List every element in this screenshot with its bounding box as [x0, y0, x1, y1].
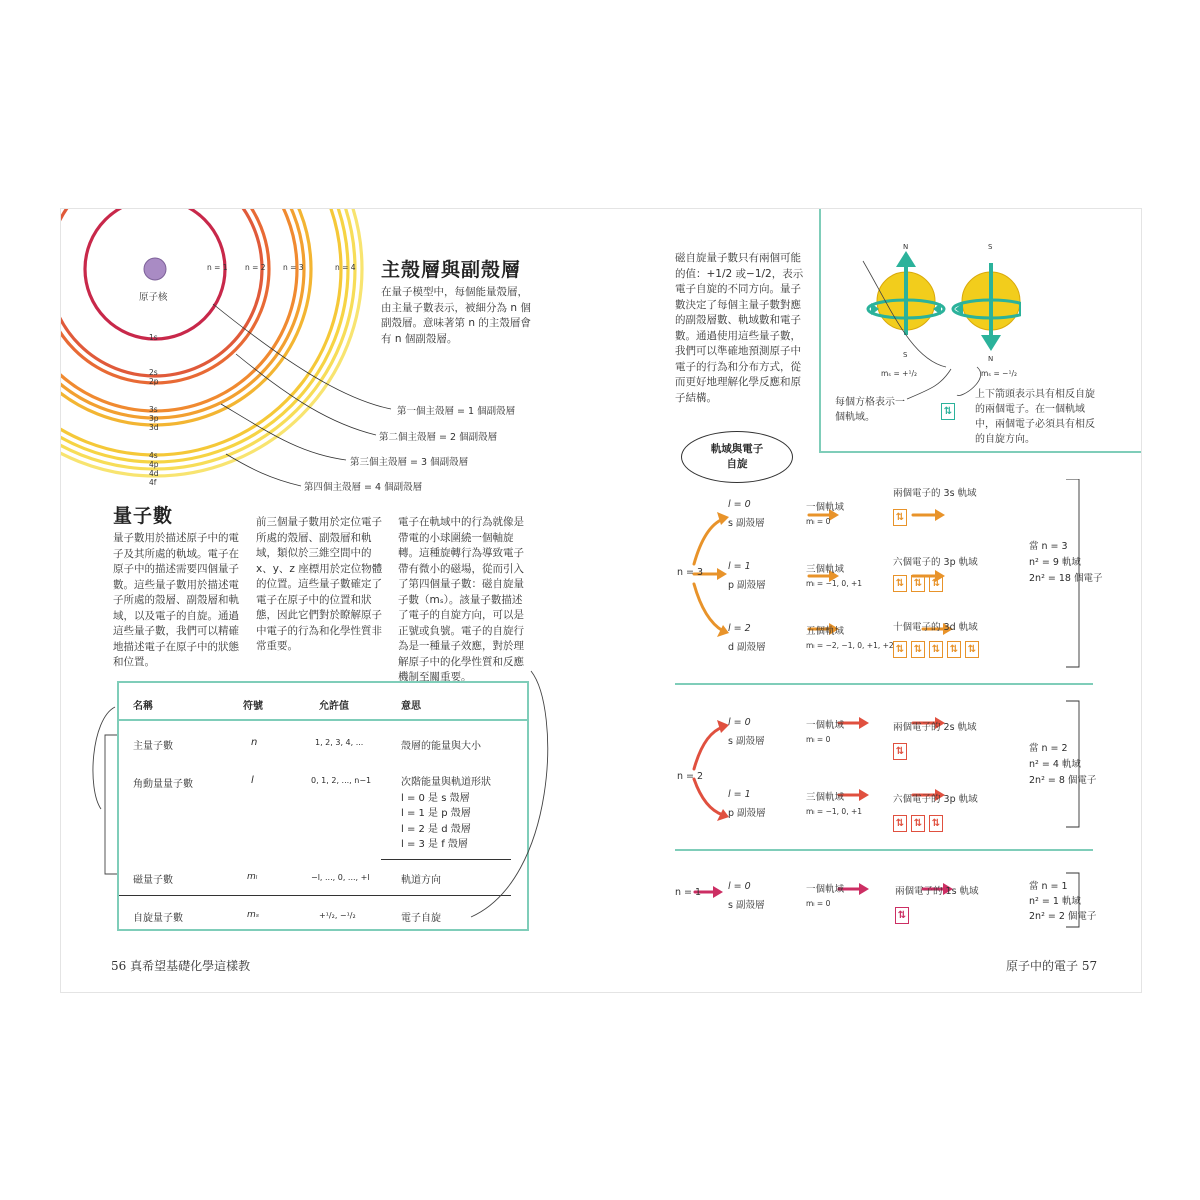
n2-s-l: l = 0 [728, 717, 751, 728]
table-row-4-values: +¹/₂, −¹/₂ [319, 911, 356, 920]
orbital-box: ⇅ [893, 575, 907, 592]
n1-s-sub: s 副殼層 [728, 900, 765, 911]
right-folio: 原子中的電子 57 [1006, 959, 1098, 973]
n3-d-boxes [893, 637, 983, 658]
pole-label: S [988, 243, 993, 251]
table-header-meaning: 意思 [401, 701, 421, 712]
table-header-symbol: 符號 [243, 701, 263, 712]
section-divider [675, 683, 1093, 685]
shell-n4-label: n = 4 [335, 263, 356, 272]
orbital-spin-bubble [681, 431, 793, 483]
shell-4p-ring [61, 209, 348, 462]
n2-branch-arrow [694, 727, 723, 769]
orbital-box: ⇅ [893, 815, 907, 832]
shell-rings [61, 209, 362, 476]
shell-n2-label: n = 2 [245, 263, 266, 272]
orbital-box: ⇅ [941, 403, 955, 420]
table-row-4-symbol: mₛ [247, 910, 260, 920]
n2-p-orb: 三個軌域 [806, 792, 845, 803]
n3-d-ml: mₗ = −2, −1, 0, +1, +2 [806, 641, 894, 650]
pole-label: S [903, 351, 908, 359]
orbital-box: ⇅ [929, 815, 943, 832]
meaning-line: l = 3 是 f 殼層 [401, 839, 468, 850]
n1-s-boxes [895, 903, 913, 924]
n3-s-desc: 兩個電子的 3s 軌域 [893, 488, 977, 499]
n3-p-ml: mₗ = −1, 0, +1 [806, 579, 863, 588]
sub-2s-label: 2s [149, 368, 158, 377]
left-folio: 56 真希望基礎化學這樣教 [111, 959, 251, 973]
summary-line: 當 n = 1 [1029, 881, 1068, 892]
n3-s-boxes [893, 505, 911, 526]
table-row-3-meaning: 軌道方向 [401, 875, 441, 886]
callout-shell-3: 第三個主殼層 = 3 個副殼層 [350, 457, 469, 468]
curve-line [471, 671, 548, 917]
bracket-line [105, 735, 117, 874]
sub-3s-label: 3s [149, 405, 158, 414]
table-row-2-symbol: l [251, 775, 254, 786]
n2-p-ml: mₗ = −1, 0, +1 [806, 807, 863, 816]
orbital-box: ⇅ [929, 641, 943, 658]
table-row-1-meaning: 殼層的能量與大小 [401, 741, 481, 752]
nucleus [144, 258, 166, 280]
shell-heading: 主殼層與副殼層 [381, 259, 522, 281]
table-header-values: 允許值 [319, 701, 349, 712]
table-header-name: 名稱 [133, 701, 153, 712]
ms-plus-label: mₛ = +¹/₂ [881, 369, 917, 378]
sub-4d-label: 4d [149, 469, 159, 478]
n2-s-sub: s 副殼層 [728, 736, 765, 747]
section-divider [675, 849, 1093, 851]
orbital-box: ⇅ [929, 575, 943, 592]
sub-4s-label: 4s [149, 451, 158, 460]
n3-s-sub: s 副殼層 [728, 518, 765, 529]
body-column-2: 前三個量子數用於定位電子所處的殼層、副殼層和軌域，類似於三維空間中的 x、y、z 座標用於定位物體的位置。這些量子數確定了電子在原子中的位置和狀態，因此它們對於瞭解原子中電子的行為和化學性質非常重要。 [256, 516, 383, 652]
shell-3d-ring [61, 209, 311, 425]
summary-line: 當 n = 2 [1029, 743, 1068, 754]
table-bracket-lines [61, 649, 601, 939]
shell-n1-label: n = 1 [207, 263, 228, 272]
n1-summary [1029, 879, 1096, 924]
pole-label: N [988, 355, 994, 363]
n3-label: n = 3 [677, 567, 704, 578]
n3-summary [1029, 539, 1102, 587]
n2-branch-arrow [694, 779, 723, 815]
n1-s-ml: mₗ = 0 [806, 899, 831, 908]
n3-s-orb: 一個軌域 [806, 502, 845, 513]
meaning-line: l = 0 是 s 殼層 [401, 792, 470, 804]
n3-p-desc: 六個電子的 3p 軌域 [893, 557, 978, 568]
shell-body: 在量子模型中，每個能量殼層，由主量子數表示，被細分為 n 個副殼層。意味著第 n 的主殼層會有 n 個副殼層。 [381, 286, 531, 345]
n1-s-desc: 兩個電子的 1s 軌域 [895, 886, 979, 897]
n3-p-boxes [893, 571, 947, 592]
orbital-box: ⇅ [893, 743, 907, 760]
n1-s-orb: 一個軌域 [806, 884, 845, 895]
n2-s-orb: 一個軌域 [806, 720, 845, 731]
pointer-line [863, 261, 946, 367]
n1-label: n = 1 [675, 887, 702, 898]
arrow-note: 上下箭頭表示具有相反自旋的兩個電子。在一個軌域中，兩個電子必須具有相反的自旋方向。 [975, 389, 1095, 445]
n3-d-l: l = 2 [728, 623, 751, 634]
summary-line: n² = 1 軌域 [1029, 896, 1081, 907]
nucleus-label: 原子核 [139, 292, 168, 303]
n3-d-orb: 五個軌域 [806, 626, 845, 637]
sub-2p-label: 2p [149, 377, 159, 386]
orbital-box: ⇅ [893, 641, 907, 658]
n3-d-desc: 十個電子的 3d 軌域 [893, 622, 978, 633]
pointer-line [957, 367, 981, 396]
n2-s-ml: mₗ = 0 [806, 735, 831, 744]
meaning-line: l = 2 是 d 殼層 [401, 823, 471, 835]
body-column-1: 量子數用於描述原子中的電子及其所處的軌域。電子在原子中的描述需要四個量子數。這些量子數用於描述電子所處的殼層、副殼層和軌域，以及電子的自旋。通過這些量子數，我們可以精確地描述電子在原子中的狀態和位置。 [113, 532, 239, 668]
meaning-line: 次階能量與軌道形狀 [401, 777, 491, 788]
callout-shell-2: 第二個主殼層 = 2 個副殼層 [379, 432, 498, 443]
orbital-box: ⇅ [893, 509, 907, 526]
orbital-box: ⇅ [911, 641, 925, 658]
n2-p-l: l = 1 [728, 789, 751, 800]
n3-branch-arrow [694, 519, 723, 564]
summary-line: 2n² = 18 個電子 [1029, 573, 1103, 584]
sub-3p-label: 3p [149, 414, 159, 423]
orbital-box: ⇅ [895, 907, 909, 924]
sub-3d-label: 3d [149, 423, 159, 432]
box-note: 每個方格表示一個軌域。 [835, 397, 905, 423]
ms-minus-label: mₛ = −¹/₂ [981, 369, 1017, 378]
n2-s-boxes [893, 739, 911, 760]
n2-p-boxes [893, 811, 947, 832]
n2-s-desc: 兩個電子的 2s 軌域 [893, 722, 977, 733]
n3-p-sub: p 副殼層 [728, 580, 766, 591]
orbital-box: ⇅ [947, 641, 961, 658]
n1-s-l: l = 0 [728, 881, 751, 892]
sub-1s-label: 1s [149, 333, 158, 342]
orbital-box: ⇅ [911, 815, 925, 832]
orbital-box: ⇅ [911, 575, 925, 592]
sub-4f-label: 4f [149, 478, 157, 487]
table-row-2-name: 角動量量子數 [133, 779, 193, 790]
table-row-1-values: 1, 2, 3, 4, ... [315, 738, 364, 747]
n3-s-l: l = 0 [728, 499, 751, 510]
table-row-3-name: 磁量子數 [133, 875, 173, 886]
n3-s-ml: mₗ = 0 [806, 517, 831, 526]
n3-p-orb: 三個軌域 [806, 564, 845, 575]
table-row-4-name: 自旋量子數 [133, 913, 183, 924]
quantum-numbers-heading: 量子數 [113, 505, 174, 527]
summary-line: 2n² = 2 個電子 [1029, 911, 1097, 922]
shell-4f-ring [61, 209, 362, 476]
bubble-label: 軌域與電子自旋 [710, 443, 764, 470]
summary-line: 當 n = 3 [1029, 541, 1068, 552]
pole-label: N [903, 243, 909, 251]
n2-label: n = 2 [677, 771, 704, 782]
callout-shell-1: 第一個主殼層 = 1 個副殼層 [397, 406, 516, 417]
shell-3p-ring [61, 209, 304, 418]
book-spread [60, 208, 1142, 993]
orbital-box: ⇅ [965, 641, 979, 658]
table-row-3-symbol: mₗ [247, 872, 258, 882]
n2-p-desc: 六個電子的 3p 軌域 [893, 794, 978, 805]
table-row-1-name: 主量子數 [133, 741, 173, 752]
n2-summary [1029, 741, 1096, 789]
spin-text: 磁自旋量子數只有兩個可能的值：+1/2 或−1/2，表示電子自旋的不同方向。量子數決定了每個主量子數對應的副殼層數、軌域數和電子數。通過使用這些量子數，我們可以準確地預測原子中電子的行為和分布方式，從而更好地理解化學反應和原子結構。 [675, 252, 804, 404]
n3-branch-arrow [694, 584, 723, 631]
spin-panel-lines [661, 249, 1001, 449]
shell-diagram [61, 209, 601, 509]
table-row-1-symbol: n [251, 737, 258, 748]
table-row-2-values: 0, 1, 2, ..., n−1 [311, 776, 372, 785]
shell-n3-label: n = 3 [283, 263, 304, 272]
body-column-3: 電子在軌域中的行為就像是帶電的小球圍繞一個軸旋轉。這種旋轉行為導致電子帶有微小的磁場，從而引入了第四個量子數：磁自旋量子數（mₛ）。該量子數描述了電子的自旋方向，可以是正號或負號。電子的自旋行為是一種量子效應，對於理解原子中的化學性質和反應機制至關重要。 [398, 516, 524, 683]
sub-4p-label: 4p [149, 460, 159, 469]
callout-shell-4: 第四個主殼層 = 4 個副殼層 [304, 482, 423, 493]
meaning-line: l = 1 是 p 殼層 [401, 808, 471, 819]
curve-line [93, 707, 115, 809]
summary-line: n² = 4 軌域 [1029, 759, 1081, 770]
n2-p-sub: p 副殼層 [728, 808, 766, 819]
table-row-4-meaning: 電子自旋 [401, 913, 441, 924]
summary-line: n² = 9 軌域 [1029, 557, 1081, 568]
n3-d-sub: d 副殼層 [728, 642, 766, 653]
summary-line: 2n² = 8 個電子 [1029, 775, 1097, 786]
n3-p-l: l = 1 [728, 561, 751, 572]
table-row-3-values: −l, ..., 0, ..., +l [311, 873, 370, 882]
pointer-line [907, 369, 951, 399]
